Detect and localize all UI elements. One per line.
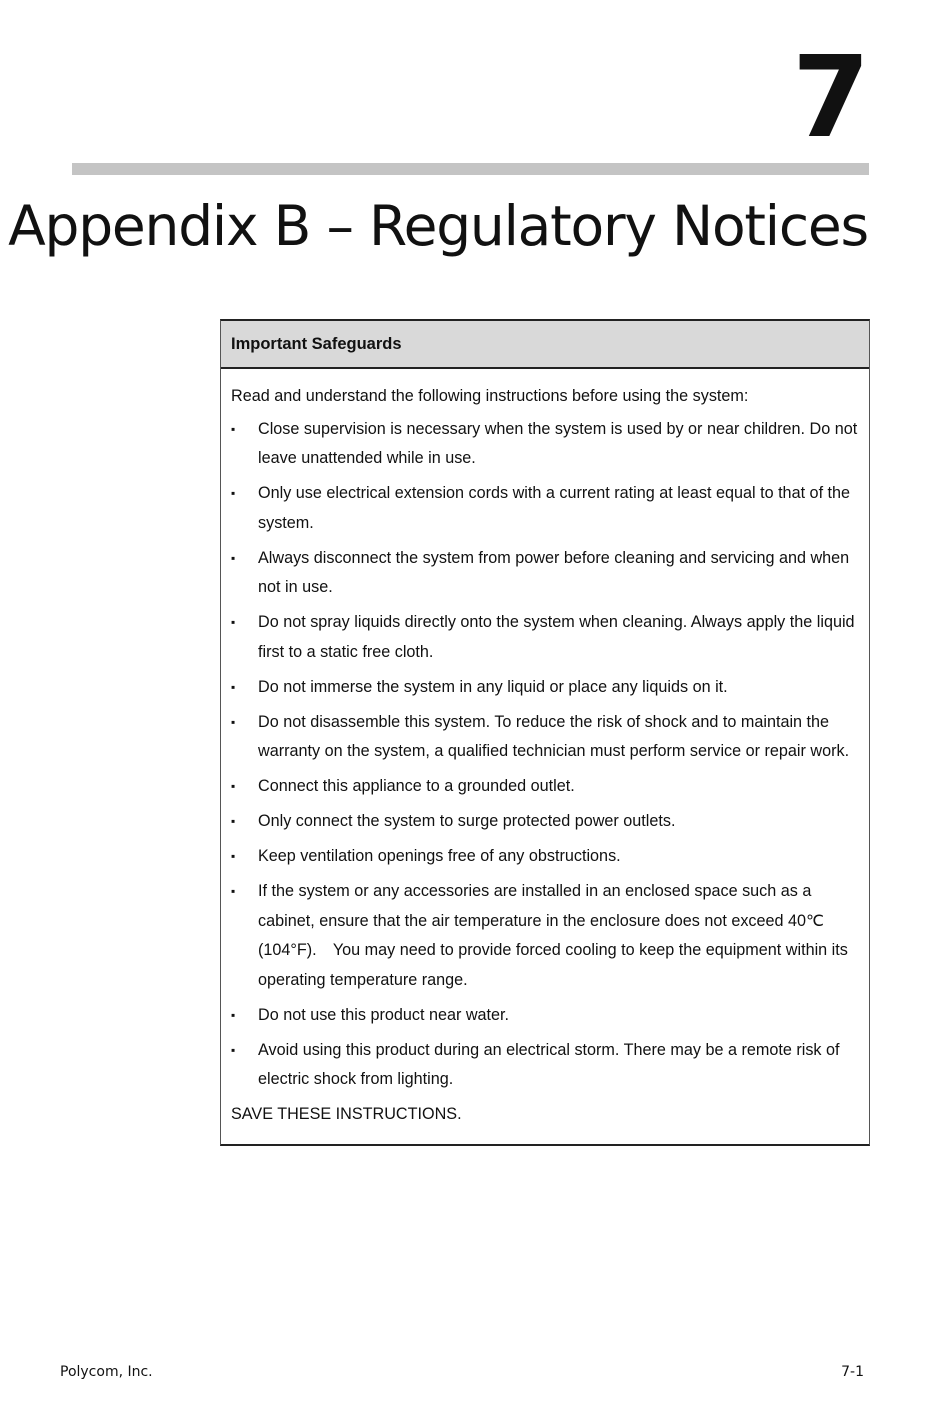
- list-item: [231, 877, 859, 995]
- list-item: [231, 479, 859, 538]
- list-item: [231, 415, 859, 474]
- footer-company: Polycom, Inc.: [60, 1364, 153, 1380]
- list-item-text: Connect this appliance to a grounded outlet.: [258, 777, 575, 795]
- list-item-text: Always disconnect the system from power before cleaning and servicing and when not in use.: [258, 548, 850, 596]
- list-item-text: If the system or any accessories are installed in an enclosed space such as a cabinet, ensure that the air temperature in the enclosure does not exceed 40℃ (104°F). You may need to provide forced cooling to keep the equipment within its operating temperature range.: [258, 882, 848, 989]
- bullet-icon: ▪: [231, 814, 236, 828]
- list-item: [231, 807, 859, 837]
- bullet-icon: ▪: [231, 486, 236, 500]
- list-item: [231, 673, 859, 703]
- list-item-text: Only use electrical extension cords with a current rating at least equal to that of the system.: [258, 484, 851, 532]
- list-item-text: Avoid using this product during an electrical storm. There may be a remote risk of electric shock from lighting.: [258, 1040, 840, 1088]
- safeguards-closing: SAVE THESE INSTRUCTIONS.: [231, 1105, 462, 1123]
- list-item: [231, 1036, 859, 1095]
- bullet-icon: ▪: [231, 884, 236, 898]
- list-item: [231, 544, 859, 603]
- bullet-icon: ▪: [231, 849, 236, 863]
- list-item-text: Only connect the system to surge protected power outlets.: [258, 812, 676, 830]
- list-item-text: Do not spray liquids directly onto the system when cleaning. Always apply the liquid first to a static free cloth.: [258, 613, 855, 661]
- list-item-text: Keep ventilation openings free of any obstructions.: [258, 847, 621, 865]
- list-item-text: Do not use this product near water.: [258, 1005, 510, 1024]
- bullet-icon: ▪: [231, 1042, 236, 1057]
- safeguards-intro: Read and understand the following instructions before using the system:: [231, 387, 749, 405]
- list-item: [231, 772, 859, 802]
- list-item: [231, 842, 859, 872]
- list-item-text: Close supervision is necessary when the system is used by or near children. Do not leave unattended while in use.: [258, 419, 858, 467]
- safeguards-body: [221, 369, 869, 1144]
- list-item-text: Do not immerse the system in any liquid or place any liquids on it.: [258, 677, 728, 696]
- footer-page-number: 7-1: [841, 1364, 864, 1380]
- bullet-icon: ▪: [231, 779, 236, 793]
- bullet-icon: ▪: [231, 1007, 236, 1022]
- safeguards-list: [231, 415, 859, 1095]
- chapter-rule: [72, 163, 869, 175]
- bullet-icon: ▪: [231, 615, 236, 629]
- bullet-icon: ▪: [231, 714, 236, 729]
- bullet-icon: ▪: [231, 679, 236, 694]
- bullet-icon: ▪: [231, 421, 236, 436]
- bullet-icon: ▪: [231, 550, 236, 565]
- list-item-text: Do not disassemble this system. To reduce the risk of shock and to maintain the warranty on the system, a qualified technician must perform service or repair work.: [258, 712, 850, 760]
- chapter-number: 7: [792, 33, 870, 163]
- list-item: [231, 708, 859, 767]
- safeguards-heading: Important Safeguards: [221, 321, 869, 369]
- safeguards-box: [220, 319, 870, 1146]
- list-item: [231, 608, 859, 667]
- chapter-title: Appendix B – Regulatory Notices: [8, 194, 868, 258]
- list-item: [231, 1001, 859, 1031]
